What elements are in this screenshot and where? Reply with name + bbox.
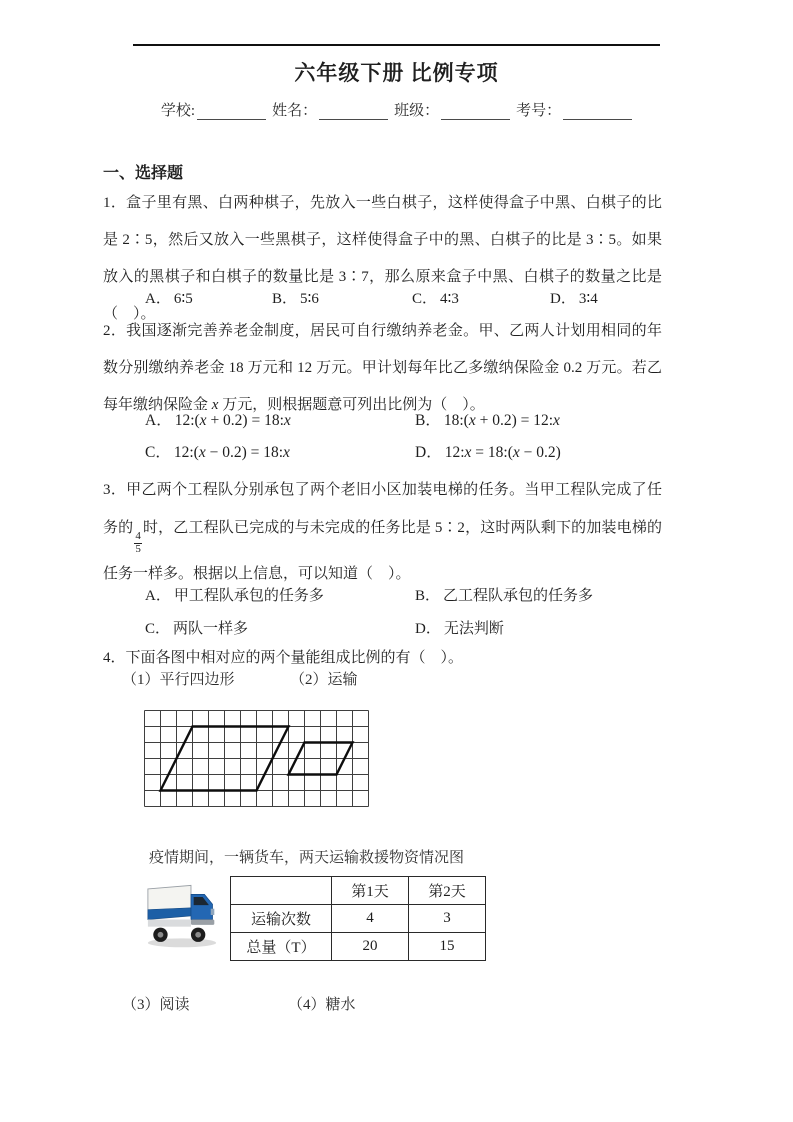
q3-option-c: C． 两队一样多 [145, 621, 249, 637]
table-header-day2: 第2天 [409, 877, 486, 905]
q1-option-d: D． 3∶4 [550, 291, 598, 307]
trips-day2-value: 3 [409, 905, 486, 933]
total-day2-value: 15 [409, 933, 486, 961]
question-2-text: 我国逐渐完善养老金制度，居民可自行缴纳养老金。甲、乙两人计划用相同的年数分别缴纳养老金 18 万元和 12 万元。甲计划每年比乙多缴纳保险金 0.2 万元。若乙每年缴纳保险金 x 万元，则根据题意可列出比例为（ ）。 [103, 323, 662, 413]
q2-option-c: C． 12:(x − 0.2) = 18:x [145, 444, 290, 461]
transport-caption: 疫情期间，一辆货车，两天运输救援物资情况图 [149, 850, 465, 866]
name-field [272, 99, 388, 120]
q3-option-d: D． 无法判断 [415, 621, 504, 637]
table-header-day1: 第1天 [332, 877, 409, 905]
table-row-trips [231, 905, 486, 933]
q3-option-a: A． 甲工程队承包的任务多 [145, 588, 324, 604]
trips-day1-value: 4 [332, 905, 409, 933]
row-label-trips: 运输次数 [231, 905, 332, 933]
table-header-empty [231, 877, 332, 905]
q2-option-a: A． 12:(x + 0.2) = 18:x [145, 412, 291, 429]
table-header-row [231, 877, 486, 905]
exam-number-field [516, 99, 632, 120]
page-title: 六年级下册 比例专项 [294, 61, 499, 85]
truck-image [144, 880, 220, 950]
transport-table [230, 876, 486, 961]
total-day1-value: 20 [332, 933, 409, 961]
name-blank-line [319, 104, 388, 120]
name-label: 姓名： [272, 103, 318, 119]
q3-option-b: B． 乙工程队承包的任务多 [415, 588, 594, 604]
subcaption-reading: （3）阅读 [122, 997, 190, 1013]
class-label: 班级： [394, 103, 440, 119]
subcaption-parallelogram: （1）平行四边形 [122, 672, 235, 688]
section-heading: 一、选择题 [103, 165, 184, 182]
fraction-four-fifths: $\frac{4}{5}$ [135, 530, 141, 555]
exam-number-label: 考号： [516, 103, 562, 119]
question-3 [103, 471, 662, 593]
school-field [161, 99, 266, 120]
q2-option-b: B． 18:(x + 0.2) = 12:x [415, 412, 560, 429]
question-4-number: 4． [103, 650, 126, 666]
subcaption-sugar-water: （4）糖水 [288, 997, 356, 1013]
q4-subcaptions-1-2 [122, 668, 358, 689]
question-1-text: 盒子里有黑、白两种棋子，先放入一些白棋子，这样使得盒子中黑、白棋子的比是 2∶5，然后又放入一些黑棋子，这样使得盒子中的黑、白棋子的比是 3∶5。如果放入的黑棋子和白棋子的数量比是 3∶7，那么原来盒子中黑、白棋子的数量之比是（ ）。 [103, 195, 662, 322]
question-2-number: 2． [103, 323, 127, 339]
q2-option-d: D． 12:x = 18:(x − 0.2) [415, 444, 561, 461]
transport-figure [144, 872, 486, 961]
question-1-number: 1． [103, 195, 127, 211]
q1-option-a: A． 6∶5 [145, 291, 193, 307]
question-3-text-after: 时，乙工程队已完成的与未完成的任务比是 5∶2，这时两队剩下的加装电梯的任务一样多。根据以上信息，可以知道（ ）。 [103, 520, 662, 583]
row-label-total: 总量（T） [231, 933, 332, 961]
question-1 [103, 185, 662, 333]
q4-subcaptions-3-4 [122, 993, 356, 1014]
question-1-options [145, 287, 598, 308]
question-3-text-before: 甲乙两个工程队分别承包了两个老旧小区加装电梯的任务。当甲工程队完成了任务的 [103, 482, 662, 536]
question-4-text: 下面各图中相对应的两个量能组成比例的有（ ）。 [125, 650, 464, 666]
q1-option-c: C． 4∶3 [412, 291, 459, 307]
subcaption-transport: （2）运输 [290, 672, 358, 688]
exam-number-blank-line [563, 104, 632, 120]
header-rule [133, 44, 660, 46]
question-2-options [145, 408, 561, 472]
table-row-total [231, 933, 486, 961]
school-label: 学校: [160, 103, 196, 119]
class-blank-line [441, 104, 510, 120]
question-3-number: 3． [103, 482, 127, 498]
class-field [394, 99, 510, 120]
parallelogram-grid-figure [144, 710, 369, 807]
q1-option-b: B． 5∶6 [272, 291, 319, 307]
school-blank-line [197, 104, 266, 120]
student-info-line [133, 99, 660, 120]
